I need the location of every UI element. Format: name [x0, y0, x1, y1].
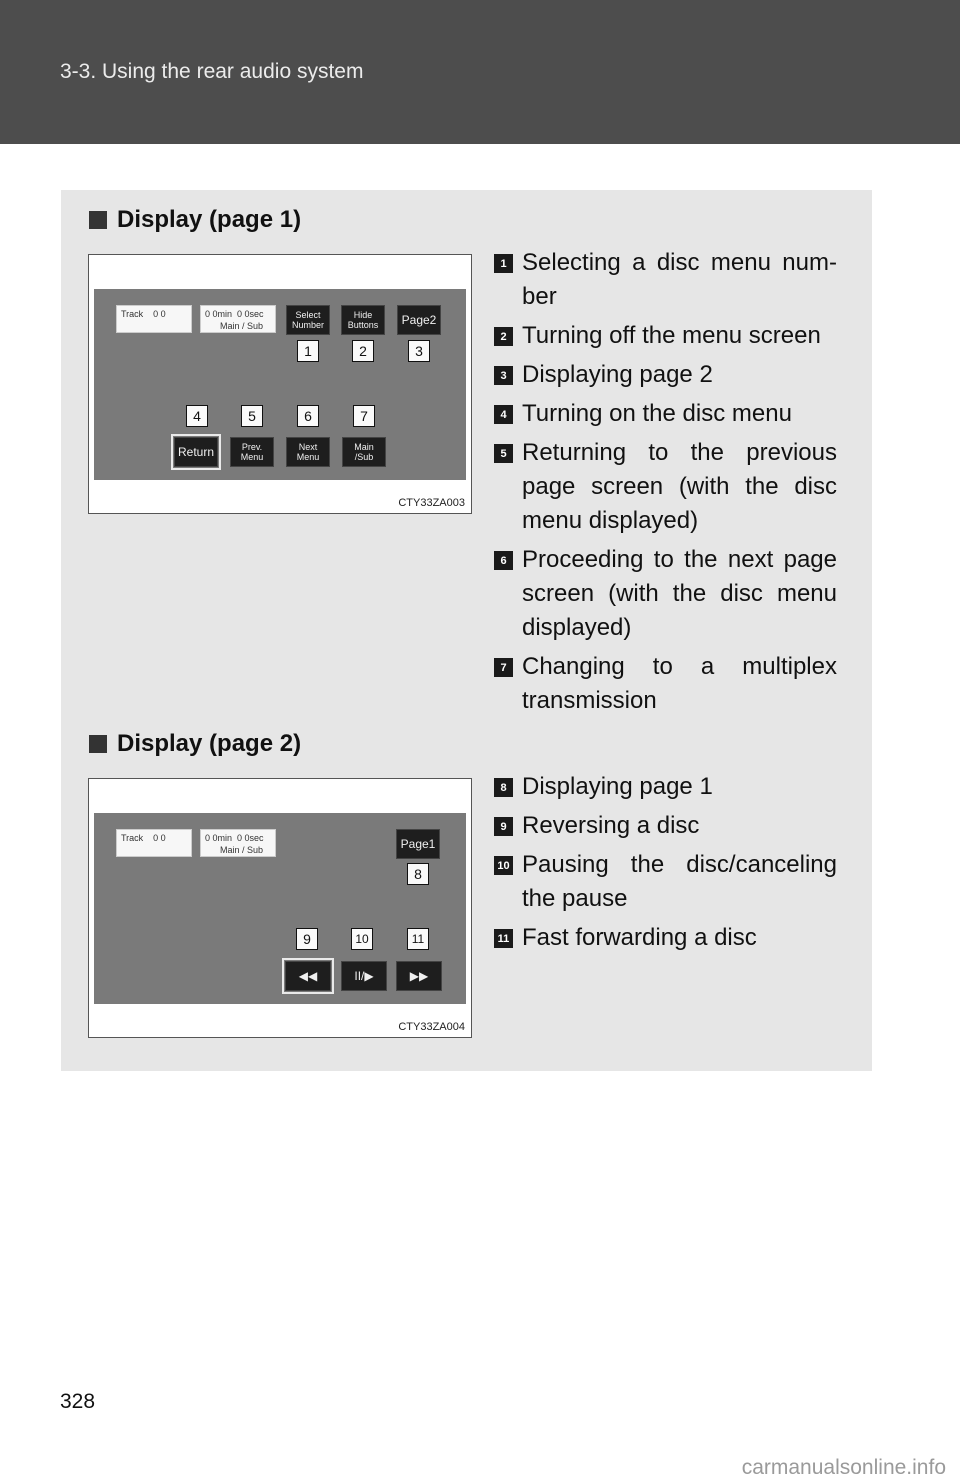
list-item	[494, 809, 837, 843]
number-badge: 7	[494, 658, 513, 677]
number-badge: 11	[494, 929, 513, 948]
reverse-button[interactable]: ◀◀	[285, 961, 331, 991]
number-badge: 9	[494, 817, 513, 836]
time-status: 0 0min 0 0sec Main / Sub	[200, 829, 276, 857]
number-badge: 3	[494, 366, 513, 385]
number-badge: 4	[494, 405, 513, 424]
callout-1: 1	[297, 340, 319, 362]
list-item-text: Returning to the previous page screen (with the disc menu displayed)	[522, 439, 837, 534]
section-heading-page2	[89, 730, 301, 758]
list-item	[494, 770, 837, 804]
square-bullet-icon	[89, 211, 107, 229]
pause-play-button[interactable]: II/▶	[341, 961, 387, 991]
list-item-text: Reversing a disc	[522, 812, 700, 839]
list-item	[494, 246, 837, 314]
list-item-text: Selecting a disc menu num-ber	[522, 249, 837, 310]
select-number-button[interactable]: Select Number	[286, 305, 330, 335]
hide-buttons-button[interactable]: Hide Buttons	[341, 305, 385, 335]
callout-2: 2	[352, 340, 374, 362]
callout-5: 5	[241, 405, 263, 427]
figure-page1	[88, 254, 472, 514]
list-item-text: Turning on the disc menu	[522, 400, 792, 427]
list-item	[494, 650, 837, 718]
figure-code: CTY33ZA004	[398, 1021, 465, 1033]
screen-page1	[94, 289, 466, 480]
screen-page2	[94, 813, 466, 1004]
section-heading-text: Display (page 1)	[117, 206, 302, 233]
number-badge: 6	[494, 551, 513, 570]
list-item	[494, 848, 837, 916]
list-item-text: Pausing the disc/canceling the pause	[522, 851, 837, 912]
callout-9: 9	[296, 928, 318, 950]
figure-code: CTY33ZA003	[398, 497, 465, 509]
square-bullet-icon	[89, 735, 107, 753]
number-badge: 2	[494, 327, 513, 346]
legend-list-page2	[494, 770, 837, 960]
list-item	[494, 358, 837, 392]
page2-button[interactable]: Page2	[397, 305, 441, 335]
list-item-text: Displaying page 2	[522, 361, 713, 388]
time-status: 0 0min 0 0sec Main / Sub	[200, 305, 276, 333]
list-item	[494, 319, 837, 353]
list-item-text: Turning off the menu screen	[522, 322, 821, 349]
prev-menu-button[interactable]: Prev. Menu	[230, 437, 274, 467]
number-badge: 10	[494, 856, 513, 875]
page1-button[interactable]: Page1	[396, 829, 440, 859]
list-item	[494, 921, 837, 955]
figure-page2	[88, 778, 472, 1038]
list-item-text: Proceeding to the next page screen (with the disc menu displayed)	[522, 546, 837, 641]
callout-6: 6	[297, 405, 319, 427]
list-item	[494, 397, 837, 431]
callout-7: 7	[353, 405, 375, 427]
track-status: Track 0 0	[116, 829, 192, 857]
number-badge: 8	[494, 778, 513, 797]
number-badge: 5	[494, 444, 513, 463]
page-header	[0, 0, 960, 144]
section-heading-text: Display (page 2)	[117, 730, 302, 757]
callout-3: 3	[408, 340, 430, 362]
next-menu-button[interactable]: Next Menu	[286, 437, 330, 467]
list-item	[494, 543, 837, 645]
page-number: 328	[60, 1390, 96, 1413]
return-button[interactable]: Return	[174, 437, 218, 467]
list-item-text: Fast forwarding a disc	[522, 924, 757, 951]
section-title: 3-3. Using the rear audio system	[60, 60, 364, 83]
callout-4: 4	[186, 405, 208, 427]
list-item-text: Displaying page 1	[522, 773, 713, 800]
content-panel	[61, 190, 872, 1071]
legend-list-page1	[494, 246, 837, 723]
section-heading-page1	[89, 206, 301, 234]
fast-forward-button[interactable]: ▶▶	[396, 961, 442, 991]
callout-8: 8	[407, 863, 429, 885]
track-status: Track 0 0	[116, 305, 192, 333]
main-sub-button[interactable]: Main /Sub	[342, 437, 386, 467]
callout-11: 11	[407, 928, 429, 950]
watermark: carmanualsonline.info	[741, 1456, 946, 1479]
list-item	[494, 436, 837, 538]
list-item-text: Changing to a multiplex transmission	[522, 653, 837, 714]
number-badge: 1	[494, 254, 513, 273]
callout-10: 10	[351, 928, 373, 950]
